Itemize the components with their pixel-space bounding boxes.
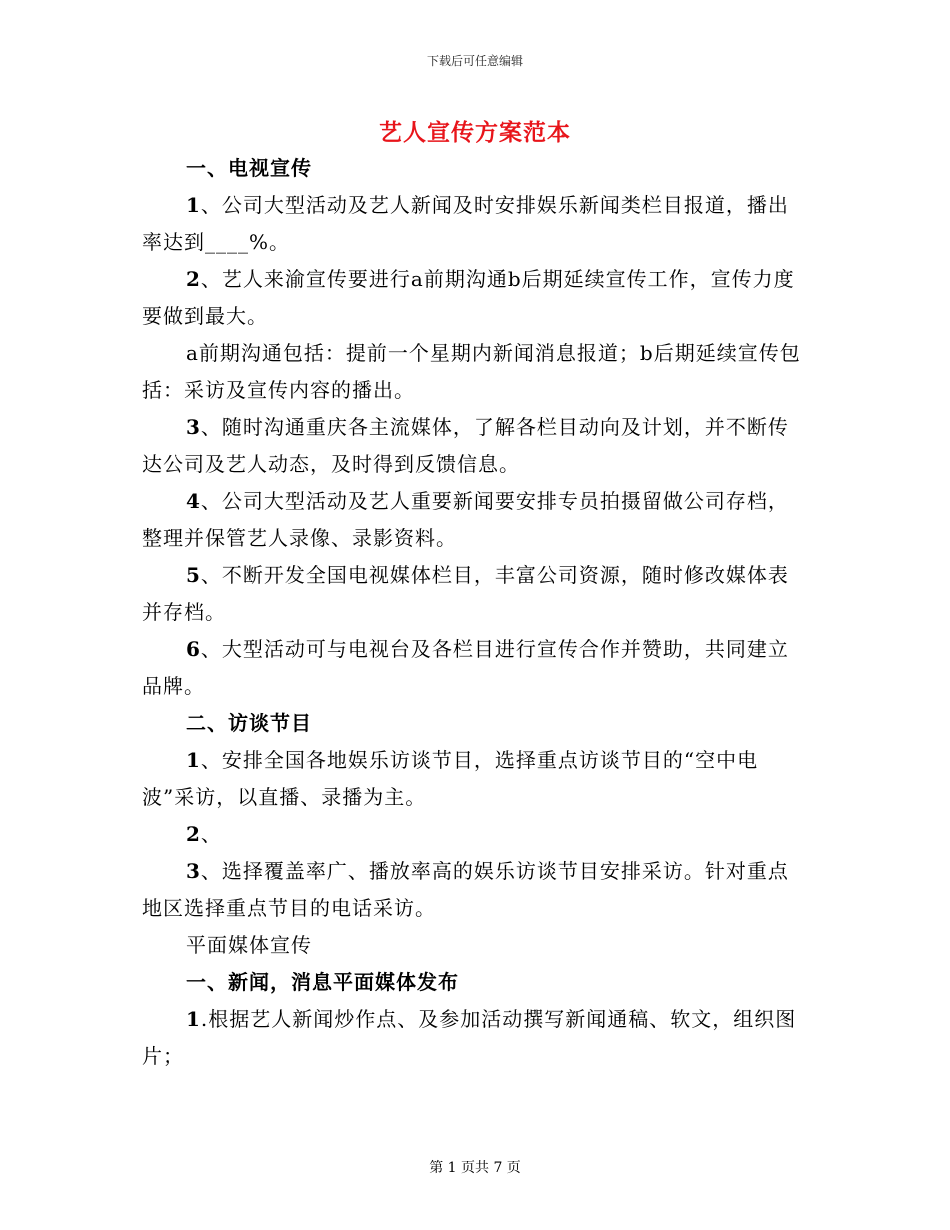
item-number: 3 (186, 415, 201, 439)
item-number: 1 (186, 748, 201, 772)
paragraph: a前期沟通包括：提前一个星期内新闻消息报道；b后期延续宣传包括：采访及宣传内容的播出。 (142, 341, 801, 402)
paragraph-text: 、随时沟通重庆各主流媒体，了解各栏目动向及计划，并不断传达公司及艺人动态，及时得到反馈信息。 (142, 415, 789, 476)
item-number: 2 (186, 822, 201, 846)
numbered-paragraph (142, 853, 808, 927)
numbered-paragraph (142, 557, 808, 631)
section-heading: 一、电视宣传 (186, 156, 312, 180)
numbered-paragraph (142, 631, 808, 705)
page-footer: 第 1 页共 7 页 (429, 1160, 521, 1176)
paragraph-text: 、公司大型活动及艺人新闻及时安排娱乐新闻类栏目报道，播出率达到____%。 (142, 193, 789, 254)
numbered-paragraph (142, 816, 808, 853)
item-number: 3 (186, 859, 201, 883)
paragraph-text: .根据艺人新闻炒作点、及参加活动撰写新闻通稿、软文，组织图片； (142, 1007, 797, 1068)
paragraph-text: 、艺人来渝宣传要进行a前期沟通b后期延续宣传工作，宣传力度要做到最大。 (142, 267, 795, 328)
item-number: 2 (186, 267, 201, 291)
document-title: 艺人宣传方案范本 (379, 119, 571, 146)
paragraph-text: 、不断开发全国电视媒体栏目，丰富公司资源，随时修改媒体表并存档。 (142, 563, 789, 624)
numbered-paragraph (142, 187, 808, 261)
section-heading: 二、访谈节目 (186, 711, 312, 735)
paragraph-text: 、选择覆盖率广、播放率高的娱乐访谈节目安排采访。针对重点地区选择重点节目的电话采访。 (142, 859, 789, 920)
numbered-paragraph (142, 742, 808, 816)
item-number: 5 (186, 563, 201, 587)
section-heading: 一、新闻，消息平面媒体发布 (186, 970, 459, 994)
numbered-paragraph (142, 409, 808, 483)
numbered-paragraph (142, 1001, 808, 1075)
paragraph-text: 、 (200, 822, 222, 846)
document-body (142, 150, 808, 1075)
page-header: 下载后可任意编辑 (426, 54, 523, 68)
paragraph-text: 、安排全国各地娱乐访谈节目，选择重点访谈节目的“空中电波”采访，以直播、录播为主。 (142, 748, 759, 809)
paragraph-text: 、公司大型活动及艺人重要新闻要安排专员拍摄留做公司存档，整理并保管艺人录像、录影资料。 (142, 489, 789, 550)
numbered-paragraph (142, 483, 808, 557)
item-number: 1 (186, 193, 201, 217)
item-number: 6 (186, 637, 201, 661)
numbered-paragraph (142, 261, 808, 335)
paragraph-text: 、大型活动可与电视台及各栏目进行宣传合作并赞助，共同建立品牌。 (142, 637, 789, 698)
item-number: 4 (186, 489, 201, 513)
paragraph: 平面媒体宣传 (186, 933, 312, 957)
item-number: 1 (186, 1007, 201, 1031)
